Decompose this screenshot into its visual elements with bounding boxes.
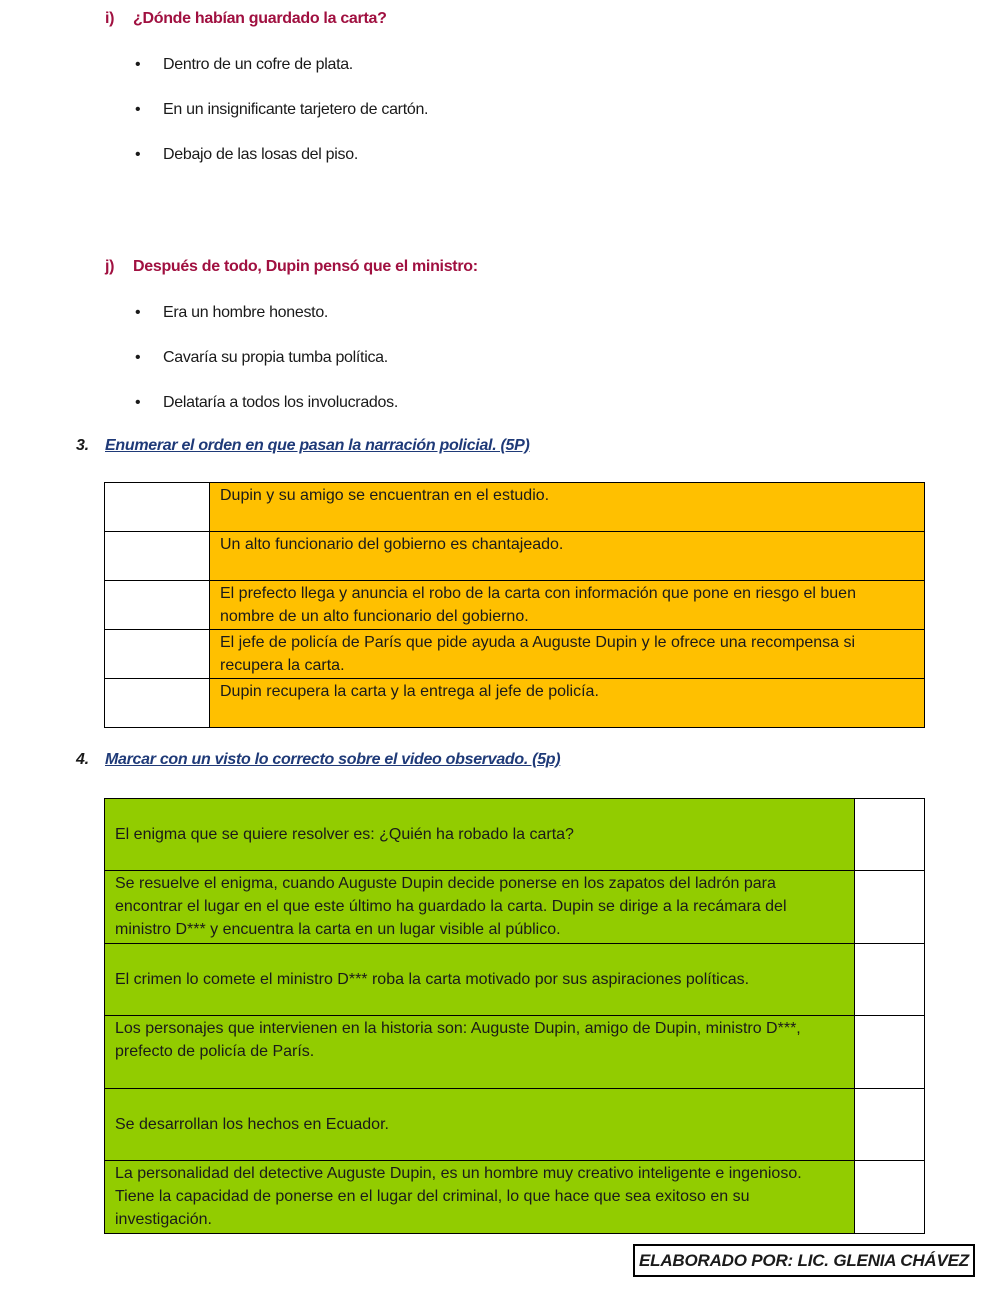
- order-event-text: El jefe de policía de París que pide ayuda a Auguste Dupin y le ofrece una recompensa si recupera la carta.: [210, 630, 925, 679]
- section-3-title: [76, 437, 530, 455]
- question-j-option-1[interactable]: • Era un hombre honesto.: [135, 303, 398, 348]
- order-event-text: Un alto funcionario del gobierno es chantajeado.: [210, 532, 925, 581]
- table-row: [105, 483, 925, 532]
- table-row: [105, 871, 925, 944]
- section-4-number: 4.: [76, 751, 89, 768]
- check-cell[interactable]: [855, 799, 925, 871]
- order-event-text: El prefecto llega y anuncia el robo de la carta con información que pone en riesgo el buen nombre de un alto funcionario del gobierno.: [210, 581, 925, 630]
- statement-text: El crimen lo comete el ministro D*** roba la carta motivado por sus aspiraciones políticas.: [105, 944, 855, 1016]
- table-row: [105, 1161, 925, 1234]
- check-cell[interactable]: [855, 1016, 925, 1089]
- statement-text: La personalidad del detective Auguste Dupin, es un hombre muy creativo inteligente e ingenioso. Tiene la capacidad de ponerse en el lugar del criminal, lo que hace que sea exitoso en su investigación.: [105, 1161, 855, 1234]
- order-event-text: Dupin y su amigo se encuentran en el estudio.: [210, 483, 925, 532]
- order-event-text: Dupin recupera la carta y la entrega al jefe de policía.: [210, 679, 925, 728]
- table-row: [105, 1089, 925, 1161]
- table-row: [105, 679, 925, 728]
- order-table: [104, 482, 925, 728]
- section-4-text: Marcar con un visto lo correcto sobre el video observado. (5p): [105, 751, 561, 768]
- question-j-text: Después de todo, Dupin pensó que el ministro:: [133, 258, 478, 275]
- check-cell[interactable]: [855, 871, 925, 944]
- question-j-title: [105, 258, 478, 276]
- question-i-options: [135, 55, 428, 190]
- order-input-cell[interactable]: [105, 581, 210, 630]
- question-i-letter: i): [105, 10, 115, 27]
- table-row: [105, 581, 925, 630]
- table-row: [105, 944, 925, 1016]
- table-row: [105, 799, 925, 871]
- question-j-option-2[interactable]: • Cavaría su propia tumba política.: [135, 348, 398, 393]
- author-credit: ELABORADO POR: LIC. GLENIA CHÁVEZ: [633, 1244, 975, 1277]
- question-i-option-3[interactable]: • Debajo de las losas del piso.: [135, 145, 428, 190]
- check-table: [104, 798, 925, 1234]
- question-i-title: [105, 10, 387, 28]
- section-4-title: [76, 751, 560, 769]
- check-cell[interactable]: [855, 1161, 925, 1234]
- table-row: [105, 1016, 925, 1089]
- question-i-option-1[interactable]: • Dentro de un cofre de plata.: [135, 55, 428, 100]
- table-row: [105, 532, 925, 581]
- statement-text: Los personajes que intervienen en la historia son: Auguste Dupin, amigo de Dupin, ministro D***, prefecto de policía de París.: [105, 1016, 855, 1089]
- question-j-option-3[interactable]: • Delataría a todos los involucrados.: [135, 393, 398, 438]
- statement-text: Se desarrollan los hechos en Ecuador.: [105, 1089, 855, 1161]
- question-j-options: [135, 303, 398, 438]
- statement-text: Se resuelve el enigma, cuando Auguste Dupin decide ponerse en los zapatos del ladrón para encontrar el lugar en el que este último ha guardado la carta. Dupin se dirige a la recámara del ministro D*** y encuentra la carta en un lugar visible al público.: [105, 871, 855, 944]
- section-3-number: 3.: [76, 437, 89, 454]
- question-i-option-2[interactable]: • En un insignificante tarjetero de cartón.: [135, 100, 428, 145]
- table-row: [105, 630, 925, 679]
- order-input-cell[interactable]: [105, 630, 210, 679]
- check-cell[interactable]: [855, 1089, 925, 1161]
- question-i-text: ¿Dónde habían guardado la carta?: [133, 10, 387, 27]
- order-input-cell[interactable]: [105, 679, 210, 728]
- question-j-letter: j): [105, 258, 115, 275]
- order-input-cell[interactable]: [105, 532, 210, 581]
- order-input-cell[interactable]: [105, 483, 210, 532]
- section-3-text: Enumerar el orden en que pasan la narración policial. (5P): [105, 437, 530, 454]
- statement-text: El enigma que se quiere resolver es: ¿Quién ha robado la carta?: [105, 799, 855, 871]
- check-cell[interactable]: [855, 944, 925, 1016]
